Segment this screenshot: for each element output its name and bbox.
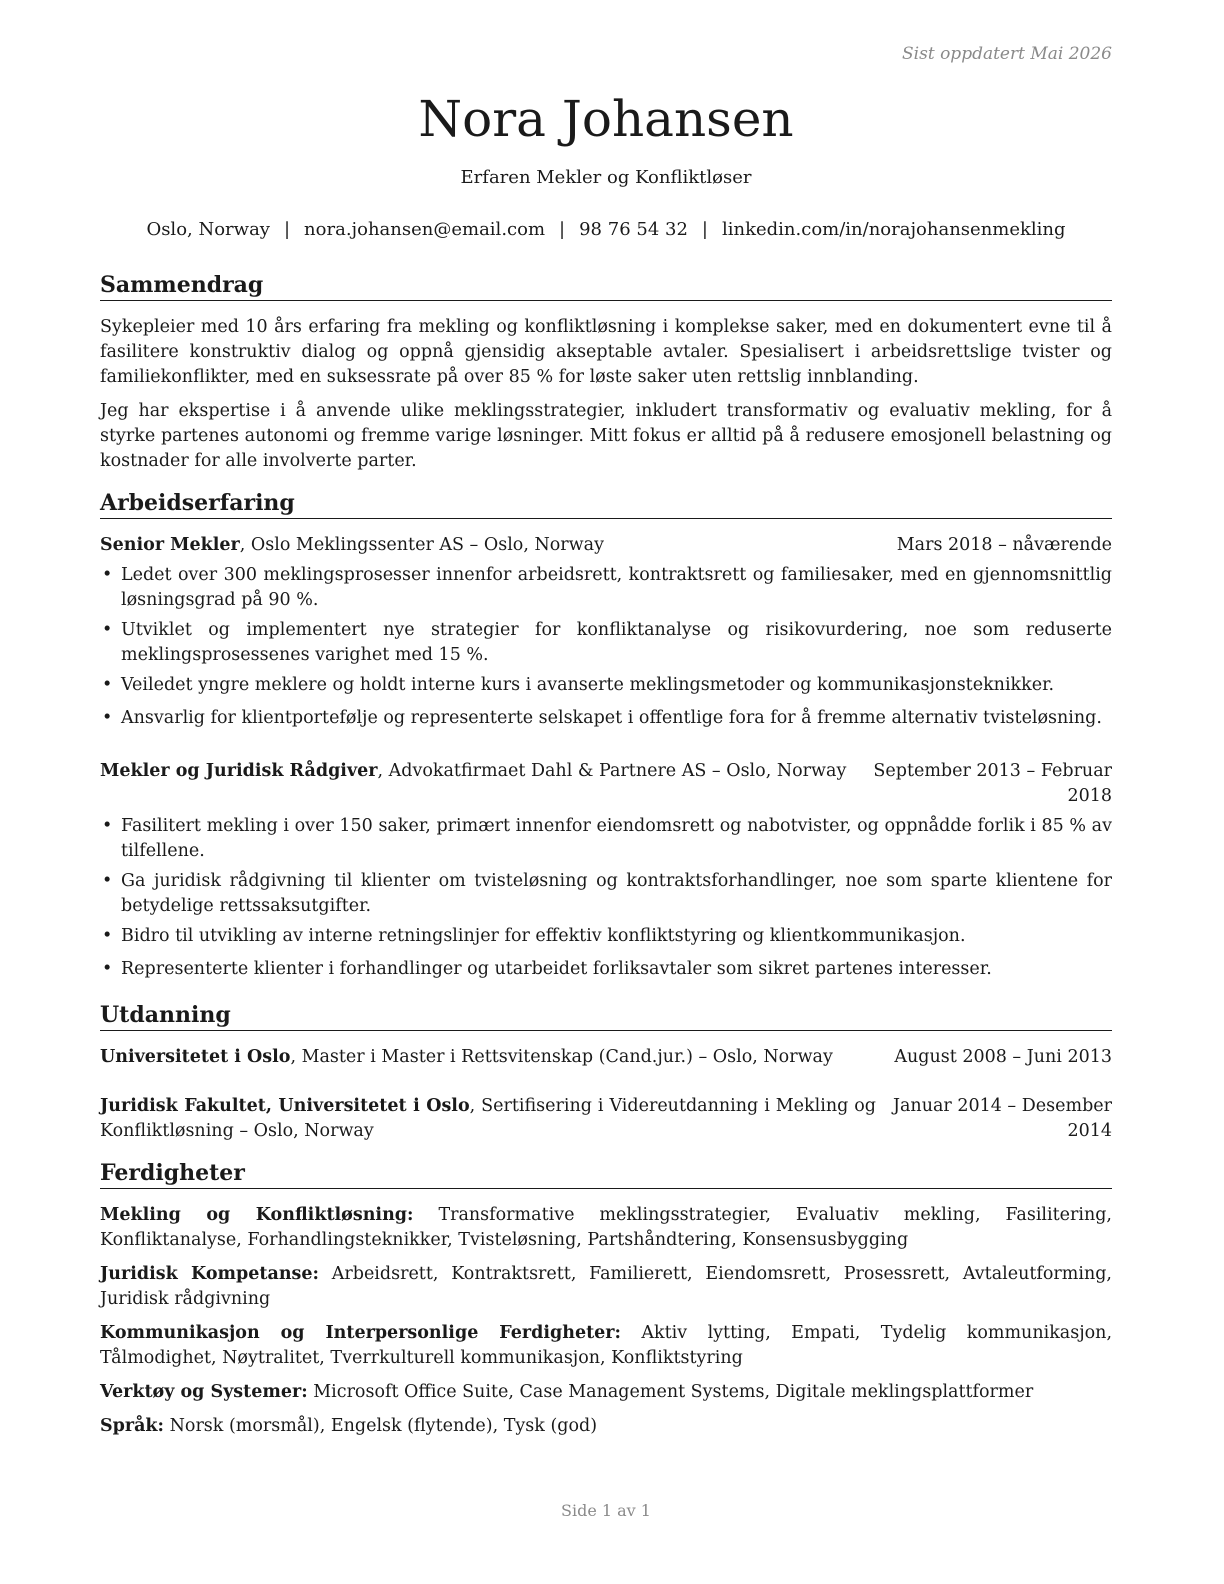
job-bullet: • Ga juridisk rådgivning til klienter om tvisteløsning og kontraktsforhandlinger, noe som sparte klientene for betydelige rettssaksutgifter.	[100, 869, 1112, 919]
education-dates: Januar 2014 – Desember 2014	[892, 1096, 1112, 1141]
skills-section	[100, 1158, 1112, 1439]
skill-label: Språk:	[100, 1416, 165, 1436]
education-entry	[100, 1045, 1112, 1070]
skill-value: Transformative meklingsstrategier, Evaluativ mekling, Fasilitering, Konfliktanalyse, Forhandlingsteknikker, Tvisteløsning, Partshåndtering, Konsensusbygging	[100, 1205, 1112, 1250]
skill-label: Kommunikasjon og Interpersonlige Ferdigheter:	[100, 1323, 621, 1343]
education-detail: , Sertifisering i Videreutdanning i Mekling og Konfliktløsning – Oslo, Norway	[100, 1096, 876, 1141]
job-bullets	[100, 814, 1112, 982]
contact-linkedin[interactable]: linkedin.com/in/norajohansenmekling	[721, 219, 1066, 240]
page-number: Side 1 av 1	[561, 1501, 651, 1520]
headline: Erfaren Mekler og Konfliktløser	[460, 167, 752, 188]
contact-line: Oslo, Norway | nora.johansen@email.com | 98 76 54 32 | linkedin.com/in/norajohansenmekling	[146, 219, 1066, 240]
job-bullet: • Bidro til utvikling av interne retningslinjer for effektiv konfliktstyring og klientkommunikasjon.	[100, 924, 1112, 949]
education-school: Universitetet i Oslo	[100, 1047, 291, 1067]
contact-location: Oslo, Norway	[146, 219, 270, 240]
education-school: Juridisk Fakultet, Universitetet i Oslo	[100, 1096, 470, 1116]
skill-value: Arbeidsrett, Kontraktsrett, Familierett, Eiendomsrett, Prosessrett, Avtaleutforming, Juridisk rådgivning	[100, 1264, 1112, 1309]
skill-group	[100, 1380, 1112, 1405]
skill-label: Juridisk Kompetanse:	[100, 1264, 319, 1284]
job-bullet: • Ansvarlig for klientportefølje og representerte selskapet i offentlige fora for å fremme alternativ tvisteløsning.	[100, 706, 1112, 731]
candidate-name: Nora Johansen	[418, 90, 794, 148]
job-bullet: • Veiledet yngre meklere og holdt interne kurs i avanserte meklingsmetoder og kommunikasjonsteknikker.	[100, 673, 1112, 698]
job-org: , Oslo Meklingssenter AS – Oslo, Norway	[239, 535, 604, 555]
summary-heading: Sammendrag	[100, 270, 1112, 301]
job-bullet: • Fasilitert mekling i over 150 saker, primært innenfor eiendomsrett og nabotvister, og oppnådde forlik i 85 % av tilfellene.	[100, 814, 1112, 864]
experience-section	[100, 488, 1112, 982]
experience-heading: Arbeidserfaring	[100, 488, 1112, 519]
skill-label: Mekling og Konfliktløsning:	[100, 1205, 414, 1225]
job-role: Senior Mekler	[100, 535, 240, 555]
job-header	[100, 759, 1112, 809]
job-bullet: • Utviklet og implementert nye strategier for konfliktanalyse og risikovurdering, noe som reduserte meklingsprosessenes varighet med 15 %.	[100, 618, 1112, 668]
education-section	[100, 1000, 1112, 1144]
skill-group	[100, 1203, 1112, 1253]
skill-label: Verktøy og Systemer:	[100, 1382, 308, 1402]
skill-value: Norsk (morsmål), Engelsk (flytende), Tysk (god)	[164, 1416, 598, 1436]
skill-group	[100, 1262, 1112, 1312]
education-entry	[100, 1094, 1112, 1144]
job-bullet: • Ledet over 300 meklingsprosesser innenfor arbeidsrett, kontraktsrett og familiesaker, med en gjennomsnittlig løsningsgrad på 90 %.	[100, 563, 1112, 613]
summary-paragraph: Sykepleier med 10 års erfaring fra mekling og konfliktløsning i komplekse saker, med en dokumentert evne til å fasilitere konstruktiv dialog og oppnå gjensidig akseptable avtaler. Spesialisert i arbeidsrettslige tvister og familiekonflikter, med en suksessrate på over 85 % for løste saker uten rettslig innblanding.	[100, 317, 1112, 387]
skills-heading: Ferdigheter	[100, 1158, 1112, 1189]
contact-email[interactable]: nora.johansen@email.com	[304, 219, 546, 240]
education-dates: August 2008 – Juni 2013	[894, 1047, 1112, 1067]
job-header	[100, 533, 1112, 558]
job-dates: September 2013 – Februar 2018	[873, 761, 1112, 806]
job-org: , Advokatfirmaet Dahl & Partnere AS – Oslo, Norway	[377, 761, 847, 781]
education-heading: Utdanning	[100, 1000, 1112, 1031]
education-detail: , Master i Master i Rettsvitenskap (Cand.jur.) – Oslo, Norway	[290, 1047, 833, 1067]
summary-paragraph: Jeg har ekspertise i å anvende ulike meklingsstrategier, inkludert transformativ og evaluativ mekling, for å styrke partenes autonomi og fremme varige løsninger. Mitt fokus er alltid på å redusere emosjonell belastning og kostnader for alle involverte parter.	[100, 401, 1112, 471]
skill-group	[100, 1321, 1112, 1371]
summary-section	[100, 270, 1112, 474]
contact-phone: 98 76 54 32	[579, 219, 688, 240]
job-entry	[100, 533, 1112, 731]
job-bullet: • Representerte klienter i forhandlinger og utarbeidet forliksavtaler som sikret partenes interesser.	[100, 957, 1112, 982]
skill-group	[100, 1414, 1112, 1439]
job-bullets	[100, 563, 1112, 731]
skill-value: Microsoft Office Suite, Case Management Systems, Digitale meklingsplattformer	[307, 1382, 1034, 1402]
job-dates: Mars 2018 – nåværende	[896, 535, 1112, 555]
last-updated: Sist oppdatert Mai 2026	[902, 44, 1112, 64]
job-role: Mekler og Juridisk Rådgiver	[100, 761, 378, 781]
job-entry	[100, 759, 1112, 982]
skill-value: Aktiv lytting, Empati, Tydelig kommunikasjon, Tålmodighet, Nøytralitet, Tverrkulturell kommunikasjon, Konfliktstyring	[100, 1323, 1113, 1368]
